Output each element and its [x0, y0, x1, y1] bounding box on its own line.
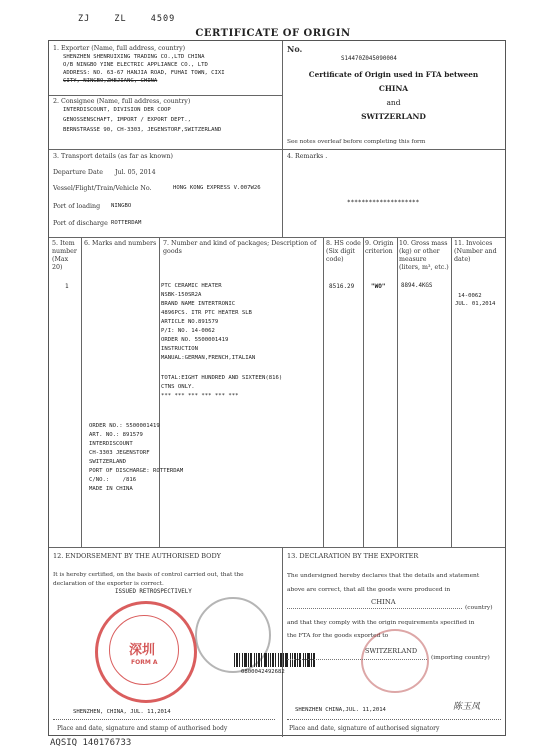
country-dotted-line	[287, 608, 462, 609]
divider-v-top	[282, 41, 283, 149]
marks-line-1: ORDER NO.: 5500001419	[89, 423, 160, 429]
divider-h-box1	[49, 95, 282, 96]
col-invoice-header: 11. Invoices (Number and date)	[454, 240, 497, 263]
endorsement-sign-line	[53, 719, 275, 720]
marks-line-3: INTERDISCOUNT	[89, 441, 133, 447]
endorsement-text-1: It is hereby certified, on the basis of control carried out, that the	[53, 572, 244, 578]
departure-value: Jul. 05, 2014	[115, 169, 156, 176]
divider-h-top	[49, 149, 505, 150]
description-line-2: NSBK-150SR2A	[161, 292, 202, 298]
origin-criterion: "WO"	[371, 283, 386, 290]
code-number: 4509	[150, 14, 176, 24]
description-line-8: INSTRUCTION	[161, 346, 199, 352]
exporter-seal	[361, 629, 429, 693]
marks-line-5: SWITZERLAND	[89, 459, 127, 465]
barcode	[234, 653, 316, 667]
fta-heading: Certificate of Origin used in FTA between	[308, 70, 479, 79]
marks-line-8: MADE IN CHINA	[89, 486, 133, 492]
invoice-number: 14-0062	[458, 293, 482, 299]
exporter-line-4: CITY, NINGBO,ZHEJIANG, CHINA	[63, 78, 158, 84]
description-line-13: *** *** *** *** *** ***	[161, 393, 239, 399]
divider-h-transport	[49, 237, 505, 238]
declaration-label: 13. DECLARATION BY THE EXPORTER	[287, 552, 419, 560]
barcode-number: 0800042492682	[241, 669, 285, 675]
invoice-date: JUL. 01,2014	[455, 301, 496, 307]
declaration-text-1: The undersigned hereby declares that the details and statement	[287, 573, 480, 579]
col-line-2	[159, 237, 160, 547]
consignee-line-3: BERNSTRASSE 90, CH-3303, JEGENSTORF,SWITZERLAND	[63, 127, 222, 133]
description-line-5: ARTICLE NO.891579	[161, 319, 219, 325]
departure-label: Departure Date	[53, 169, 103, 176]
item-number: 1	[65, 283, 69, 290]
declaration-place-date: SHENZHEN CHINA,JUL. 11,2014	[295, 707, 386, 713]
discharge-value: ROTTERDAM	[111, 220, 142, 226]
discharge-label: Port of discharge	[53, 220, 108, 227]
remarks-value: ********************	[347, 199, 420, 206]
declaration-footer: Place and date, signature of authorised signatory	[289, 725, 440, 732]
declaration-sign-line	[287, 719, 501, 720]
stamp-form: FORM A	[131, 659, 158, 666]
certificate-form	[48, 40, 506, 736]
hs-code: 8516.29	[329, 283, 355, 290]
divider-h-goods	[49, 547, 505, 548]
loading-label: Port of loading	[53, 203, 101, 210]
divider-v-bottom	[282, 547, 283, 737]
no-label: No.	[287, 44, 303, 54]
certificate-number: S14470Z045090004	[341, 56, 397, 62]
endorsement-label: 12. ENDORSEMENT BY THE AUTHORISED BODY	[53, 552, 221, 560]
col-gross-header: 10. Gross mass (kg) or other measure (liters, m³, etc.)	[399, 240, 449, 271]
description-line-6: P/I: NO. 14-0062	[161, 328, 215, 334]
country-1: CHINA	[378, 84, 409, 93]
import-dotted-line	[287, 659, 427, 660]
exporter-label: 1. Exporter (Name, full address, country)	[53, 45, 186, 52]
import-suffix: (importing country)	[431, 655, 490, 661]
col-description-header: 7. Number and kind of packages; Description of goods	[163, 240, 317, 255]
col-line-1	[81, 237, 82, 547]
col-line-4	[363, 237, 364, 547]
gross-mass: 8894.4KGS	[401, 283, 433, 289]
production-country: CHINA	[371, 598, 396, 606]
document-title: CERTIFICATE OF ORIGIN	[195, 28, 351, 39]
endorsement-footer: Place and date, signature and stamp of authorised body	[57, 725, 228, 732]
description-line-3: BRAND NAME INTERTRONIC	[161, 301, 236, 307]
col-line-5	[397, 237, 398, 547]
consignee-label: 2. Consignee (Name, full address, country)	[53, 98, 191, 105]
col-hs-header: 8. HS code (Six digit code)	[326, 240, 361, 263]
declaration-text-4: the FTA for the goods exported to	[287, 633, 389, 639]
description-line-12: CTNS ONLY.	[161, 384, 195, 390]
code-zl: ZL	[114, 14, 127, 24]
endorsement-text-2: declaration of the exporter is correct.	[53, 581, 164, 587]
country-2: SWITZERLAND	[361, 112, 426, 121]
remarks-label: 4. Remarks .	[287, 153, 328, 160]
divider-v-transport	[282, 149, 283, 237]
marks-line-2: ART. NO.: 891579	[89, 432, 143, 438]
vessel-value: HONG KONG EXPRESS V.007W26	[173, 185, 261, 191]
consignee-line-2: GENOSSENSCHAFT, IMPORT / EXPORT DEPT.,	[63, 117, 191, 123]
description-line-11: TOTAL:EIGHT HUNDRED AND SIXTEEN(816)	[161, 375, 283, 381]
retrospective-text: ISSUED RETROSPECTIVELY	[115, 589, 192, 595]
description-line-7: ORDER NO. 5500001419	[161, 337, 229, 343]
col-line-6	[451, 237, 452, 547]
consignee-line-1: INTERDISCOUNT, DIVISION DER COOP	[63, 107, 171, 113]
col-line-3	[323, 237, 324, 547]
aqsiq-code: AQSIQ 140176733	[50, 738, 132, 748]
col-marks-header: 6. Marks and numbers	[84, 240, 157, 247]
marks-line-7: C/NO.: /816	[89, 477, 137, 483]
col-item-header: 5. Item number (Max 20)	[52, 240, 77, 271]
exporter-line-3: ADDRESS: NO. 63-67 HANJIA ROAD, FUHAI TOWN, CIXI	[63, 70, 225, 76]
description-line-1: PTC CERAMIC HEATER	[161, 283, 222, 289]
declaration-text-3: and that they comply with the origin requirements specified in	[287, 620, 475, 626]
marks-line-6: PORT OF DISCHARGE: ROTTERDAM	[89, 468, 184, 474]
exporter-signature: 陈玉凤	[453, 702, 481, 712]
declaration-text-2: above are correct, that all the goods were produced in	[287, 587, 451, 593]
overleaf-note: See notes overleaf before completing this form	[287, 139, 426, 145]
country-suffix: (country)	[465, 605, 493, 611]
and-text: and	[386, 98, 401, 107]
loading-value: NINGBO	[111, 203, 132, 209]
description-line-9: MANUAL:GERMAN,FRENCH,ITALIAN	[161, 355, 256, 361]
importing-country: SWITZERLAND	[365, 647, 418, 655]
stamp-city: 深圳	[129, 643, 156, 658]
vessel-label: Vessel/Flight/Train/Vehicle No.	[53, 185, 152, 192]
exporter-line-2: O/B NINGBO YINE ELECTRIC APPLIANCE CO., LTD	[63, 62, 208, 68]
top-codes	[78, 14, 193, 24]
transport-label: 3. Transport details (as far as known)	[53, 153, 174, 160]
col-origin-header: 9. Origin criterion	[365, 240, 394, 255]
endorsement-place-date: SHENZHEN, CHINA, JUL. 11,2014	[73, 709, 171, 715]
description-line-4: 4896PCS. ITR PTC HEATER SLB	[161, 310, 252, 316]
exporter-line-1: SHENZHEN SHENRUIXING TRADING CO.,LTD CHINA	[63, 54, 205, 60]
code-zj: ZJ	[78, 14, 91, 24]
marks-line-4: CH-3303 JEGENSTORF	[89, 450, 150, 456]
